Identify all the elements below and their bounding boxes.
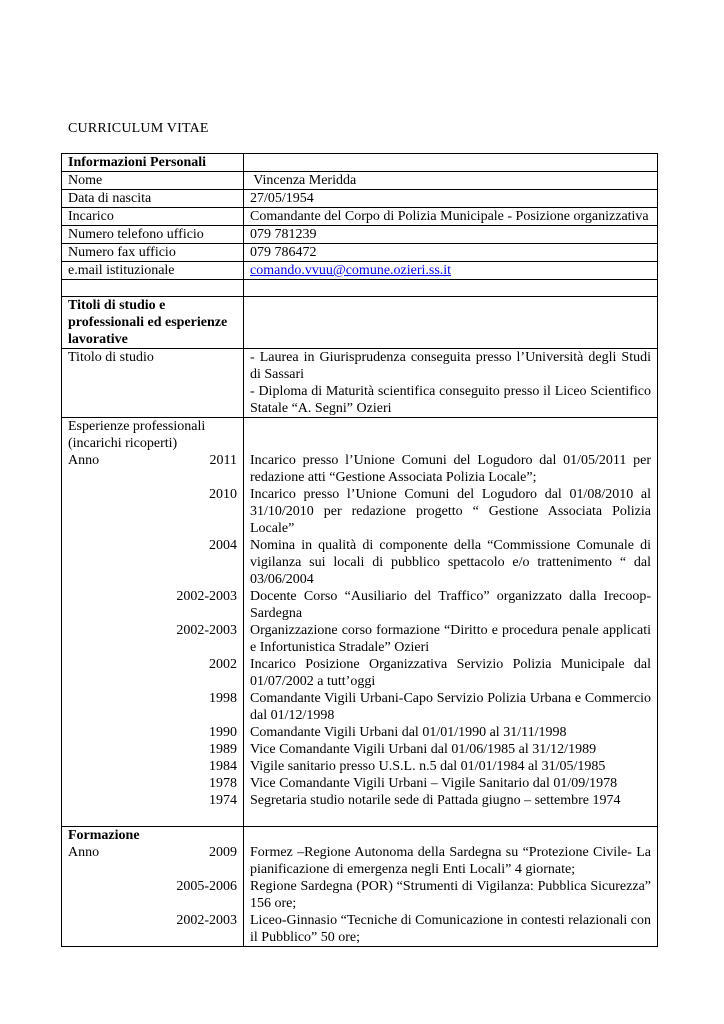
role-label: Incarico — [62, 208, 244, 226]
empty-cell — [244, 297, 658, 349]
experience-year: 2004 — [209, 538, 237, 553]
experience-year-row — [68, 452, 237, 469]
birthdate-label: Data di nascita — [62, 190, 244, 208]
experience-label-cell — [62, 418, 244, 827]
personal-header: Informazioni Personali — [62, 154, 244, 172]
role-value: Comandante del Corpo di Polizia Municipale - Posizione organizzativa — [244, 208, 658, 226]
experience-label: Esperienze professionali — [68, 419, 206, 434]
experience-entry: Organizzazione corso formazione “Diritto e procedura penale applicati e Infortunistica Stradale” Ozieri — [250, 623, 651, 655]
experience-entries — [244, 418, 658, 827]
training-label-cell — [62, 827, 244, 947]
experience-sublabel: (incarichi ricoperti) — [68, 436, 178, 451]
fax-value: 079 786472 — [244, 244, 658, 262]
experience-entry: Vice Comandante Vigili Urbani – Vigile Sanitario dal 01/09/1978 — [250, 776, 618, 791]
email-cell — [244, 262, 658, 280]
fax-label: Numero fax ufficio — [62, 244, 244, 262]
experience-entry: Comandante Vigili Urbani dal 01/01/1990 al 31/11/1998 — [250, 725, 567, 740]
diploma-item: - Diploma di Maturità scientifica conseguito presso il Liceo Scientifico Statale “A. Segni” Ozieri — [250, 384, 651, 416]
table-row — [62, 172, 658, 190]
training-entry: Liceo-Ginnasio “Tecniche di Comunicazione in contesti relazionali con il Pubblico” 50 ore; — [250, 913, 651, 945]
birthdate-value: 27/05/1954 — [244, 190, 658, 208]
experience-year: 2002-2003 — [176, 623, 237, 638]
experience-year: 2002 — [209, 657, 237, 672]
training-year: 2009 — [209, 845, 237, 860]
anno-label: Anno — [68, 453, 100, 468]
experience-entry: Incarico presso l’Unione Comuni del Logudoro dal 01/05/2011 per redazione atti “Gestione Associata Polizia Locale”; — [250, 453, 651, 485]
table-row — [62, 244, 658, 262]
training-row — [62, 827, 658, 947]
experience-year: 1998 — [209, 691, 237, 706]
experience-entry: Vigile sanitario presso U.S.L. n.5 dal 01/01/1984 al 31/05/1985 — [250, 759, 606, 774]
experience-entry: Incarico Posizione Organizzativa Servizio Polizia Municipale dal 01/07/2002 a tutt’oggi — [250, 657, 651, 689]
experience-year: 2002-2003 — [176, 589, 237, 604]
experience-year: 2011 — [209, 453, 237, 468]
training-header: Formazione — [68, 828, 140, 843]
training-year-row — [68, 844, 237, 861]
training-entry: Formez –Regione Autonoma della Sardegna su “Protezione Civile- La pianificazione di emergenza negli Enti Locali” 4 giornate; — [250, 845, 651, 877]
training-entries — [244, 827, 658, 947]
table-row — [62, 190, 658, 208]
study-title-label: Titolo di studio — [62, 349, 244, 418]
cv-table — [61, 153, 658, 947]
name-label: Nome — [62, 172, 244, 190]
experience-year: 1989 — [209, 742, 237, 757]
experience-year: 1974 — [209, 793, 237, 808]
email-label: e.mail istituzionale — [62, 262, 244, 280]
table-row — [62, 208, 658, 226]
name-value: Vincenza Meridda — [244, 172, 658, 190]
empty-cell — [244, 154, 658, 172]
spacer-row — [62, 280, 658, 297]
experience-entry: Comandante Vigili Urbani-Capo Servizio Polizia Urbana e Commercio dal 01/12/1998 — [250, 691, 651, 723]
experience-entry: Docente Corso “Ausiliario del Traffico” organizzato dalla Irecoop- Sardegna — [250, 589, 651, 621]
anno-label: Anno — [68, 845, 100, 860]
training-year: 2005-2006 — [176, 879, 237, 894]
training-entry: Regione Sardegna (POR) “Strumenti di Vigilanza: Pubblica Sicurezza” 156 ore; — [250, 879, 651, 911]
personal-header-row — [62, 154, 658, 172]
experience-year: 1990 — [209, 725, 237, 740]
table-row — [62, 349, 658, 418]
study-title-list — [244, 349, 658, 418]
degree-item: - Laurea in Giurisprudenza conseguita presso l’Università degli Studi di Sassari — [250, 350, 651, 382]
table-row — [62, 262, 658, 280]
experience-entry: Nomina in qualità di componente della “Commissione Comunale di vigilanza sui locali di pubblico spettacolo e/o trattenimento “ dal 03/06/2004 — [250, 538, 651, 587]
experience-year: 1984 — [209, 759, 237, 774]
experience-year: 1978 — [209, 776, 237, 791]
training-year: 2002-2003 — [176, 913, 237, 928]
experience-entry: Incarico presso l’Unione Comuni del Logudoro dal 01/08/2010 al 31/10/2010 per redazione progetto “ Gestione Associata Polizia Locale” — [250, 487, 651, 536]
experience-entry: Segretaria studio notarile sede di Pattada giugno – settembre 1974 — [250, 793, 621, 808]
studies-header: Titoli di studio e professionali ed esperienze lavorative — [62, 297, 244, 349]
phone-label: Numero telefono ufficio — [62, 226, 244, 244]
experience-year: 2010 — [209, 487, 237, 502]
table-row — [62, 226, 658, 244]
document-title: CURRICULUM VITAE — [68, 121, 209, 136]
studies-header-row — [62, 297, 658, 349]
phone-value: 079 781239 — [244, 226, 658, 244]
experience-row — [62, 418, 658, 827]
experience-entry: Vice Comandante Vigili Urbani dal 01/06/1985 al 31/12/1989 — [250, 742, 597, 757]
email-link[interactable]: comando.vvuu@comune.ozieri.ss.it — [250, 263, 452, 278]
